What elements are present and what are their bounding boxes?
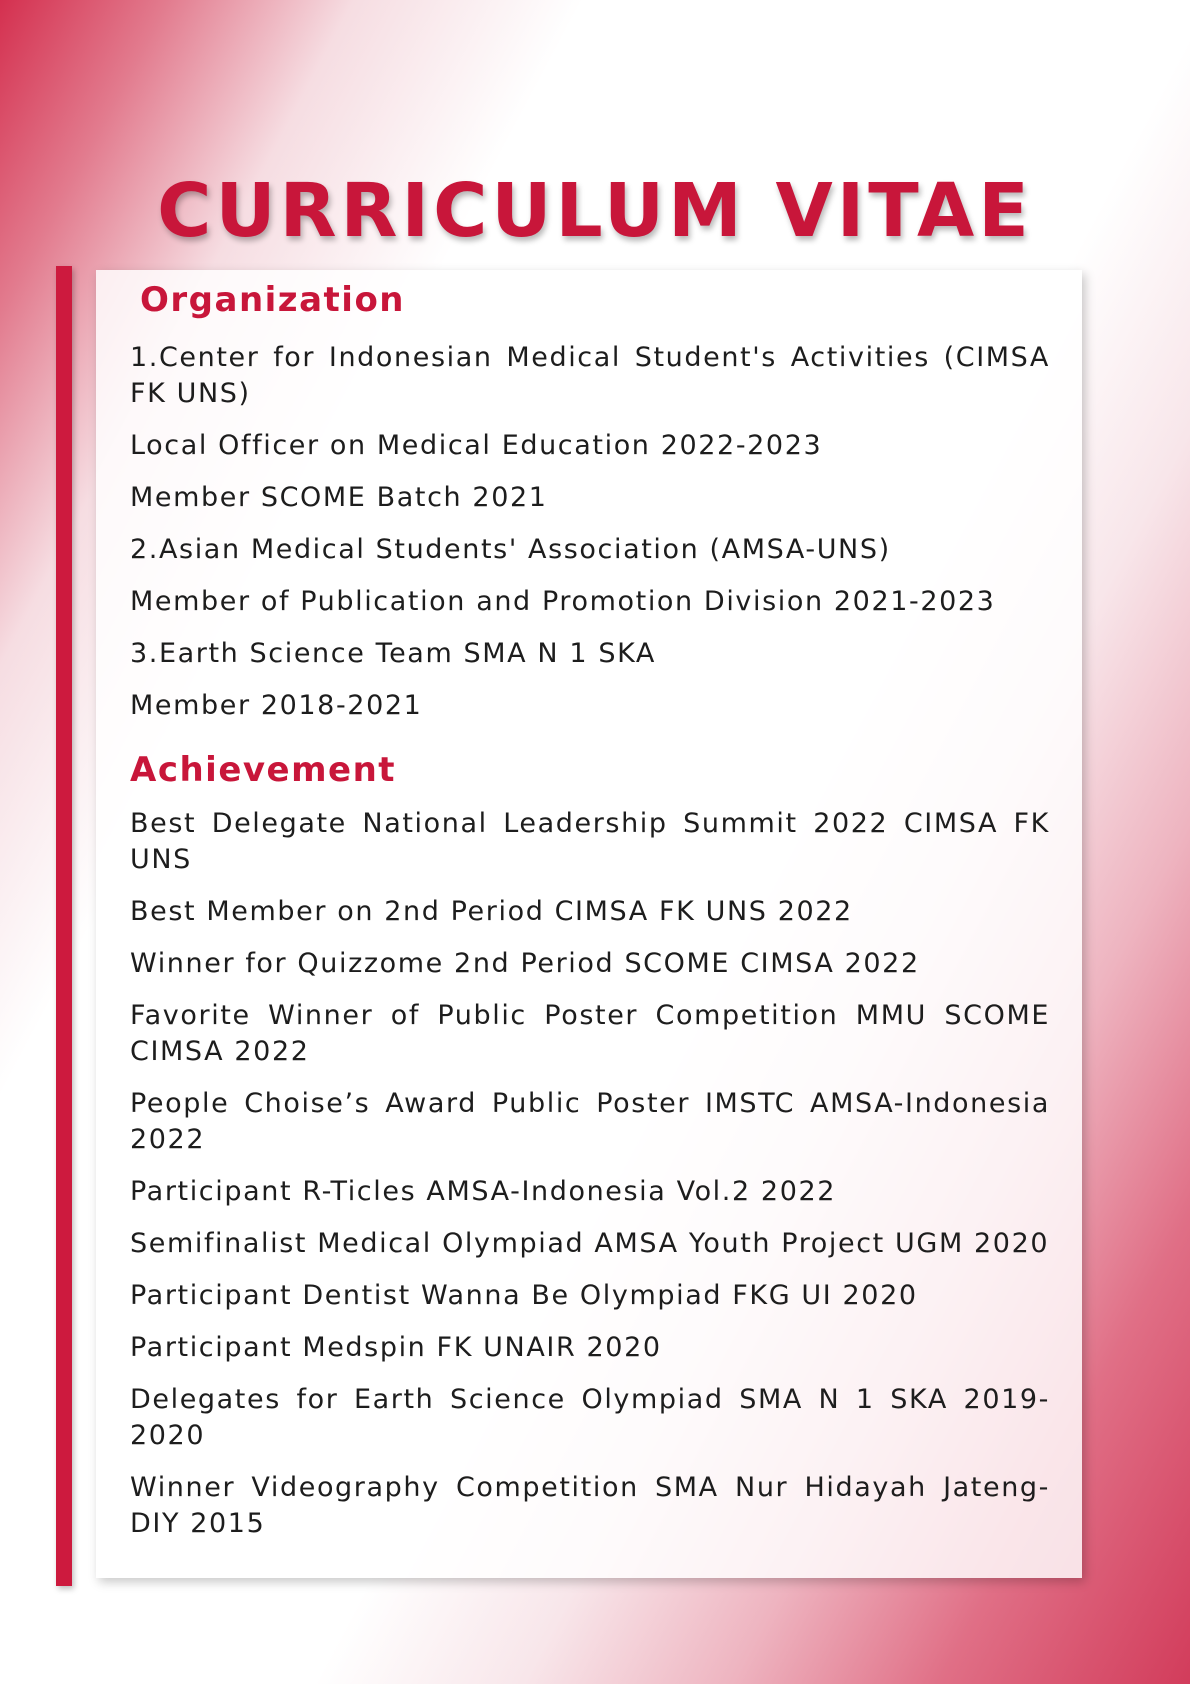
organization-item: Local Officer on Medical Education 2022-2023 (130, 430, 823, 462)
organization-item: 3.Earth Science Team SMA N 1 SKA (130, 638, 657, 670)
achievement-list (130, 806, 1050, 1542)
achievement-item: Semifinalist Medical Olympiad AMSA Youth Project UGM 2020 (130, 1228, 1050, 1260)
achievement-item: Participant Medspin FK UNAIR 2020 (130, 1332, 662, 1364)
achievement-item: Best Member on 2nd Period CIMSA FK UNS 2022 (130, 896, 853, 928)
organization-item: Member SCOME Batch 2021 (130, 482, 548, 514)
achievement-item: People Choise’s Award Public Poster IMSTC AMSA-Indonesia 2022 (130, 1088, 1050, 1156)
card-content (130, 278, 1050, 1542)
achievement-item: Delegates for Earth Science Olympiad SMA N 1 SKA 2019-2020 (130, 1384, 1050, 1452)
organization-item: Member 2018-2021 (130, 690, 423, 722)
achievement-item: Participant R-Ticles AMSA-Indonesia Vol.2 2022 (130, 1176, 837, 1208)
achievement-item: Best Delegate National Leadership Summit 2022 CIMSA FK UNS (130, 808, 1050, 876)
achievement-item: Participant Dentist Wanna Be Olympiad FKG UI 2020 (130, 1280, 918, 1312)
organization-item: 2.Asian Medical Students' Association (AMSA-UNS) (130, 534, 891, 566)
organization-heading: Organization (140, 280, 406, 320)
achievement-item: Favorite Winner of Public Poster Competition MMU SCOME CIMSA 2022 (130, 1000, 1050, 1068)
accent-bar (56, 266, 72, 1586)
organization-item: 1.Center for Indonesian Medical Student's Activities (CIMSA FK UNS) (130, 342, 1050, 410)
page-title: CURRICULUM VITAE (157, 168, 1033, 254)
organization-list (130, 340, 1050, 724)
organization-item: Member of Publication and Promotion Division 2021-2023 (130, 586, 996, 618)
achievement-item: Winner Videography Competition SMA Nur Hidayah Jateng-DIY 2015 (130, 1472, 1050, 1540)
content-card (96, 270, 1082, 1578)
achievement-item: Winner for Quizzome 2nd Period SCOME CIMSA 2022 (130, 948, 920, 980)
achievement-heading: Achievement (130, 750, 397, 791)
